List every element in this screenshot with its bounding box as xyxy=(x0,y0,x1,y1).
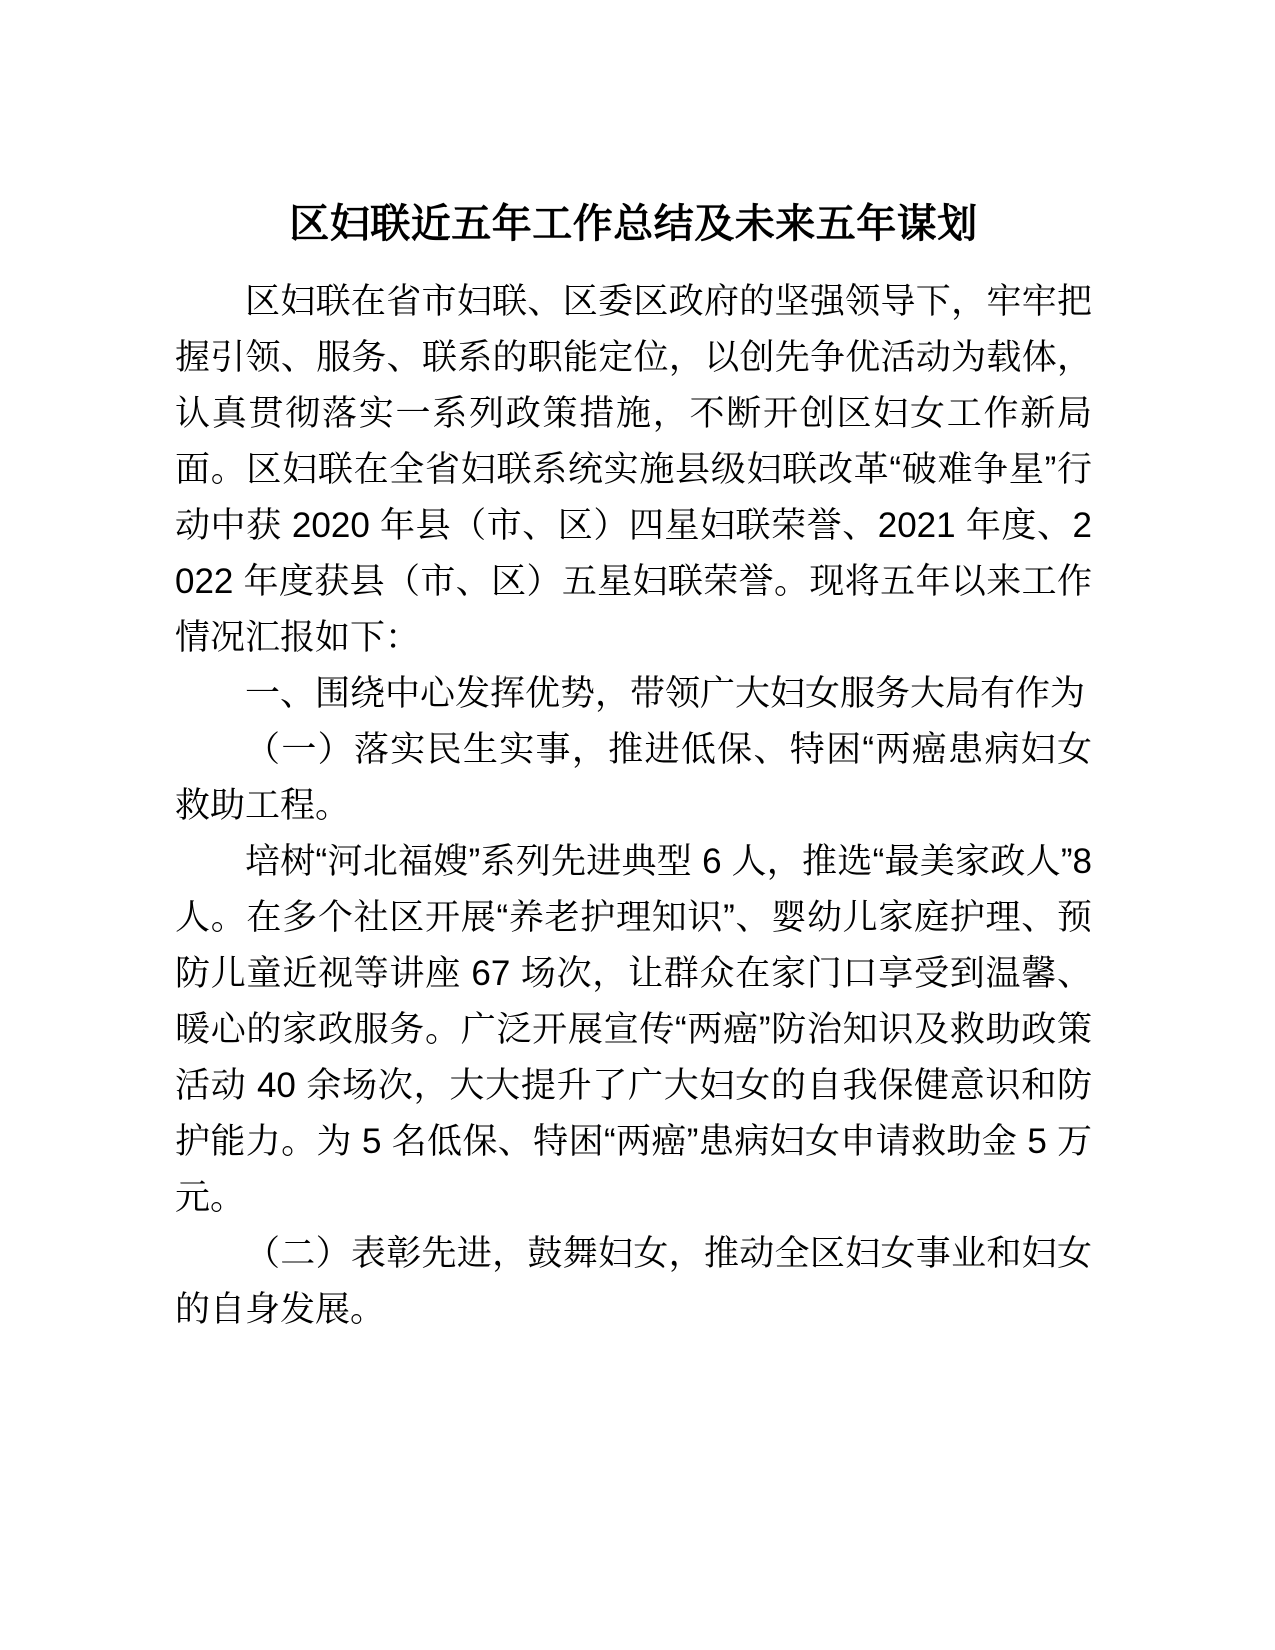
heading-section-1: 一、围绕中心发挥优势，带领广大妇女服务大局有作为 xyxy=(245,674,1086,713)
paragraph-section-1-1-body: 培树“河北福嫂”系列先进典型 6 人，推选“最美家政人”8 人。在多个社区开展“养老护理知识”、婴幼儿家庭护理、预防儿童近视等讲座 67 场次，让群众在家门口享受到温馨、暖心的家政服务。广泛开展宣传“两癌”防治知识及救助政策活动 40 余场次，大大提升了广大妇女的自我保健意识和防护能力。为 5 名低保、特困“两癌”患病妇女申请救助金 5 万元。 xyxy=(175,842,1092,1217)
heading-section-1-1: （一）落实民生实事，推进低保、特困“两癌患病妇女救助工程。 xyxy=(175,730,1092,825)
heading-section-1-2: （二）表彰先进，鼓舞妇女，推动全区妇女事业和妇女的自身发展。 xyxy=(175,1234,1092,1329)
document-body xyxy=(175,196,1092,1338)
paragraph-intro: 区妇联在省市妇联、区委区政府的坚强领导下，牢牢把握引领、服务、联系的职能定位，以创先争优活动为载体，认真贯彻落实一系列政策措施，不断开创区妇女工作新局面。区妇联在全省妇联系统实施县级妇联改革“破难争星”行动中获 2020 年县（市、区）四星妇联荣誉、2021 年度、2022 年度获县（市、区）五星妇联荣誉。现将五年以来工作情况汇报如下： xyxy=(175,282,1092,657)
page-title: 区妇联近五年工作总结及未来五年谋划 xyxy=(289,202,978,246)
